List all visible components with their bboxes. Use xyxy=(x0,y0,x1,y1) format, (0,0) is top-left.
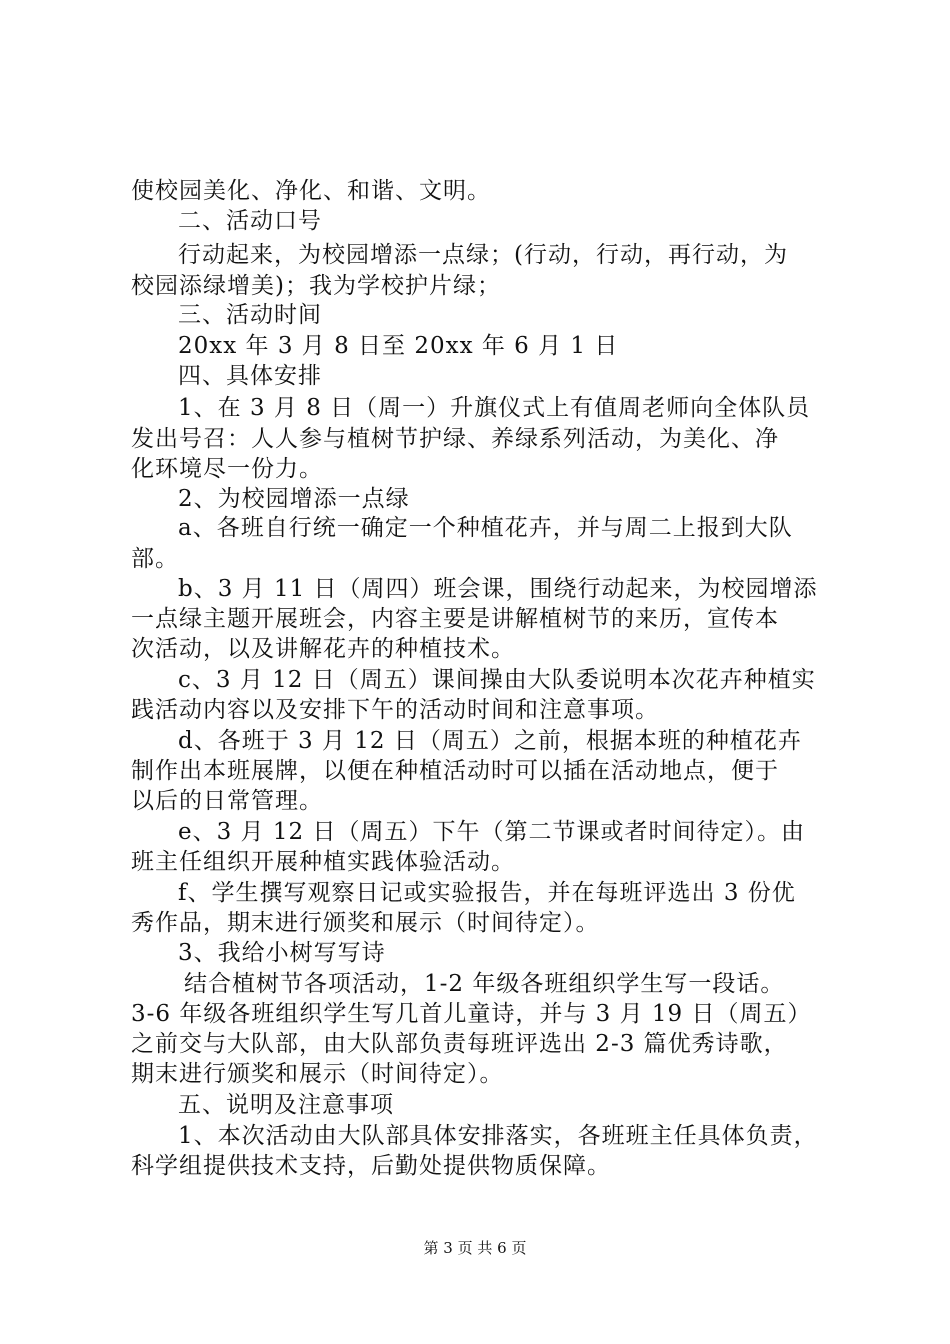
paragraph-line: 之前交与大队部，由大队部负责每班评选出 2-3 篇优秀诗歌， xyxy=(131,1031,788,1057)
paragraph-line: 20xx 年 3 月 8 日至 20xx 年 6 月 1 日 xyxy=(178,333,619,359)
page-number-footer: 第 3 页 共 6 页 xyxy=(423,1239,527,1257)
section-heading: 二、活动口号 xyxy=(178,208,322,234)
paragraph-line: 秀作品，期末进行颁奖和展示（时间待定）。 xyxy=(131,910,600,936)
paragraph-line: 一点绿主题开展班会，内容主要是讲解植树节的来历，宣传本 xyxy=(131,606,779,632)
paragraph-line: 校园添绿增美)；我为学校护片绿； xyxy=(131,273,501,299)
paragraph-line: 结合植树节各项活动，1-2 年级各班组织学生写一段话。 xyxy=(184,971,785,997)
paragraph-line: 以后的日常管理。 xyxy=(131,788,323,814)
paragraph-line: f、学生撰写观察日记或实验报告，并在每班评选出 3 份优 xyxy=(178,880,796,906)
paragraph-line: 制作出本班展牌，以便在种植活动时可以插在活动地点，便于 xyxy=(131,758,779,784)
section-heading: 四、具体安排 xyxy=(178,363,322,389)
subsection-heading: 3、我给小树写写诗 xyxy=(178,940,386,966)
paragraph-line: 践活动内容以及安排下午的活动时间和注意事项。 xyxy=(131,697,659,723)
paragraph-line: 化环境尽一份力。 xyxy=(131,456,323,482)
paragraph-line: 科学组提供技术支持，后勤处提供物质保障。 xyxy=(131,1153,611,1179)
section-heading: 五、说明及注意事项 xyxy=(178,1092,394,1118)
paragraph-line: 期末进行颁奖和展示（时间待定）。 xyxy=(131,1061,504,1087)
paragraph-line: e、3 月 12 日（周五）下午（第二节课或者时间待定）。由 xyxy=(178,819,805,845)
section-heading: 三、活动时间 xyxy=(178,302,322,328)
paragraph-line: 1、在 3 月 8 日（周一）升旗仪式上有值周老师向全体队员 xyxy=(178,395,811,421)
paragraph-line: 1、本次活动由大队部具体安排落实，各班班主任具体负责， xyxy=(178,1123,818,1149)
paragraph-line: 行动起来，为校园增添一点绿；(行动，行动，再行动，为 xyxy=(178,242,788,268)
subsection-heading: 2、为校园增添一点绿 xyxy=(178,486,410,512)
paragraph-line: 发出号召：人人参与植树节护绿、养绿系列活动，为美化、净 xyxy=(131,426,779,452)
paragraph-line: 3-6 年级各班组织学生写几首儿童诗，并与 3 月 19 日（周五） xyxy=(131,1001,812,1027)
paragraph-line: c、3 月 12 日（周五）课间操由大队委说明本次花卉种植实 xyxy=(178,667,816,693)
paragraph-line: a、各班自行统一确定一个种植花卉，并与周二上报到大队 xyxy=(178,515,793,541)
paragraph-line: 班主任组织开展种植实践体验活动。 xyxy=(131,849,515,875)
paragraph-line: b、3 月 11 日（周四）班会课，围绕行动起来，为校园增添 xyxy=(178,576,818,602)
paragraph-line: d、各班于 3 月 12 日（周五）之前，根据本班的种植花卉 xyxy=(178,728,802,754)
paragraph-line: 使校园美化、净化、和谐、文明。 xyxy=(131,178,491,204)
paragraph-line: 部。 xyxy=(131,546,179,572)
paragraph-line: 次活动，以及讲解花卉的种植技术。 xyxy=(131,636,515,662)
